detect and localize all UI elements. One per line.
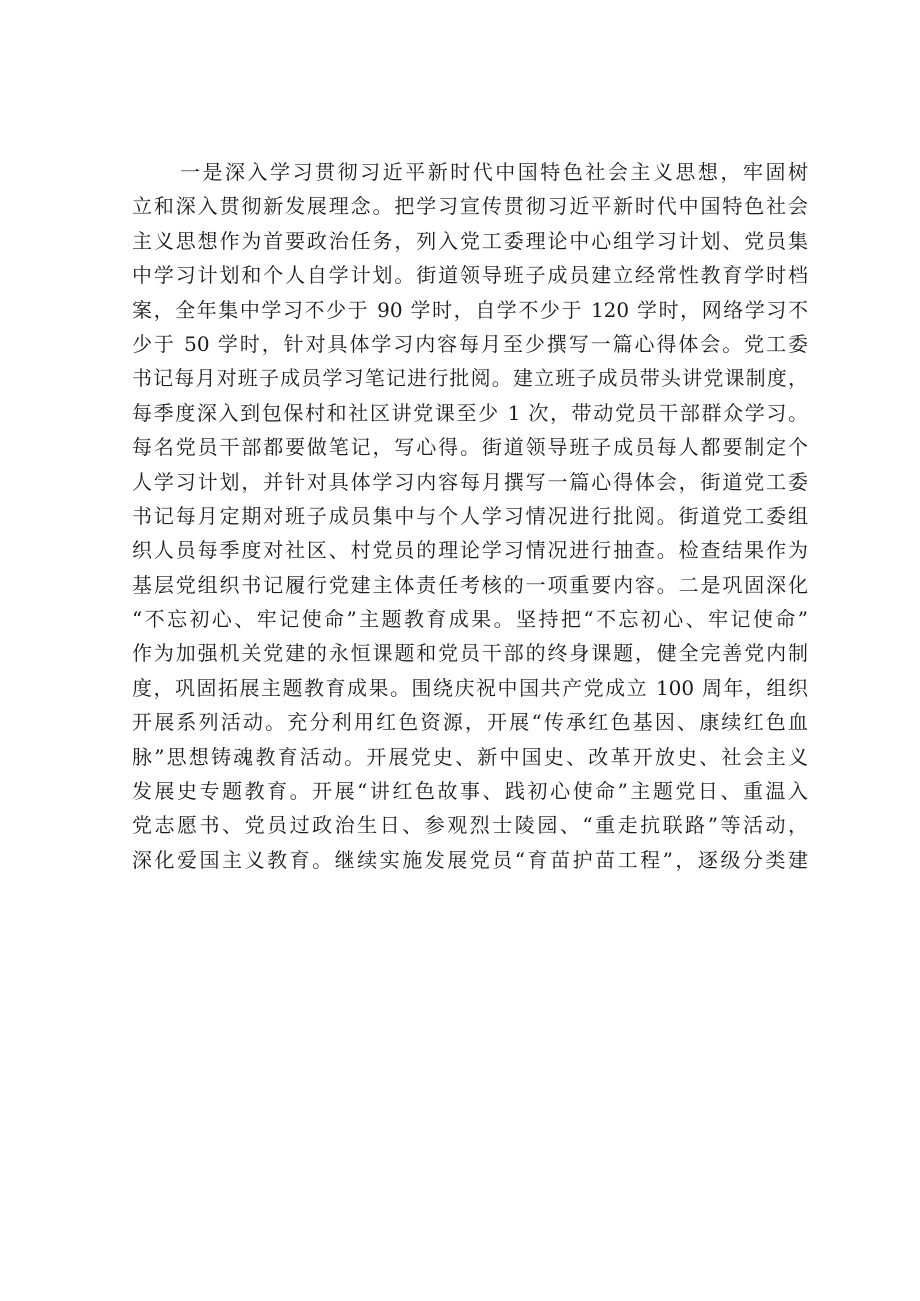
paragraph-line: 度，巩固拓展主题教育成果。围绕庆祝中国共产党成立 100 周年，组织 bbox=[132, 675, 808, 700]
paragraph-line: 案，全年集中学习不少于 90 学时，自学不少于 120 学时，网络学习不 bbox=[132, 297, 808, 322]
paragraph-line: “不忘初心、牢记使命”主题教育成果。坚持把“不忘初心、牢记使命” bbox=[132, 607, 808, 632]
paragraph-line: 开展系列活动。充分利用红色资源，开展“传承红色基因、康续红色血 bbox=[132, 710, 808, 735]
paragraph-line: 一是深入学习贯彻习近平新时代中国特色社会主义思想，牢固树 bbox=[180, 160, 808, 184]
paragraph-line: 党志愿书、党员过政治生日、参观烈士陵园、“重走抗联路”等活动， bbox=[132, 813, 808, 838]
paragraph-line: 每名党员干部都要做笔记，写心得。街道领导班子成员每人都要制定个 bbox=[132, 435, 808, 460]
paragraph-line: 主义思想作为首要政治任务，列入党工委理论中心组学习计划、党员集 bbox=[132, 228, 808, 253]
paragraph-line: 中学习计划和个人自学计划。街道领导班子成员建立经常性教育学时档 bbox=[132, 263, 808, 288]
paragraph-line: 立和深入贯彻新发展理念。把学习宣传贯彻习近平新时代中国特色社会 bbox=[132, 194, 808, 219]
body-paragraph bbox=[132, 155, 808, 877]
paragraph-line: 少于 50 学时，针对具体学习内容每月至少撰写一篇心得体会。党工委 bbox=[132, 331, 808, 356]
paragraph-line: 基层党组织书记履行党建主体责任考核的一项重要内容。二是巩固深化 bbox=[132, 572, 808, 597]
paragraph-line: 人学习计划，并针对具体学习内容每月撰写一篇心得体会，街道党工委 bbox=[132, 469, 808, 494]
paragraph-line: 书记每月对班子成员学习笔记进行批阅。建立班子成员带头讲党课制度， bbox=[132, 366, 808, 391]
paragraph-line: 脉”思想铸魂教育活动。开展党史、新中国史、改革开放史、社会主义 bbox=[132, 744, 808, 769]
paragraph-line: 织人员每季度对社区、村党员的理论学习情况进行抽查。检查结果作为 bbox=[132, 538, 808, 563]
paragraph-line: 每季度深入到包保村和社区讲党课至少 1 次，带动党员干部群众学习。 bbox=[132, 400, 808, 425]
paragraph-line: 书记每月定期对班子成员集中与个人学习情况进行批阅。街道党工委组 bbox=[132, 503, 808, 528]
paragraph-line: 作为加强机关党建的永恒课题和党员干部的终身课题，健全完善党内制 bbox=[132, 641, 808, 666]
paragraph-line: 深化爱国主义教育。继续实施发展党员“育苗护苗工程”，逐级分类建 bbox=[132, 847, 808, 872]
paragraph-line: 发展史专题教育。开展“讲红色故事、践初心使命”主题党日、重温入 bbox=[132, 779, 808, 804]
